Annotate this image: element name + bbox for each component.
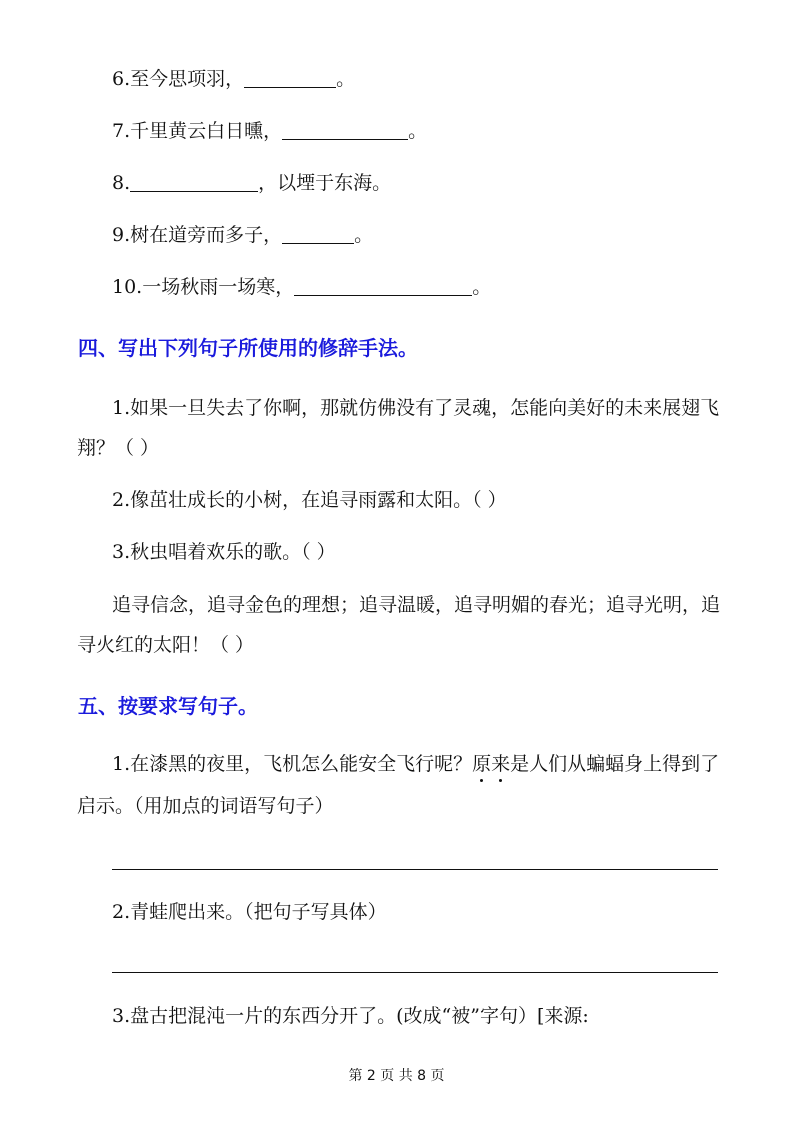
question-number: 10. bbox=[112, 276, 143, 298]
s5-q1-text-end: 是人们从蝙蝠身上得到了 bbox=[510, 753, 720, 775]
s5-question-3: 3.盘古把混沌一片的东西分开了。(改成“被”字句）[来源: bbox=[112, 1005, 589, 1027]
s4-question-4-line-2: 寻火红的太阳！（ ） bbox=[77, 634, 255, 656]
s4-question-3: 3.秋虫唱着欢乐的歌。（ ） bbox=[112, 541, 336, 563]
s5-question-1-line-2: 启示。（用加点的词语写句子） bbox=[77, 795, 334, 817]
answer-blank[interactable] bbox=[282, 119, 408, 140]
question-number: 7. bbox=[112, 120, 131, 142]
answer-blank[interactable] bbox=[282, 223, 354, 244]
answer-blank[interactable] bbox=[244, 67, 336, 88]
question-8 bbox=[112, 171, 391, 195]
question-10 bbox=[112, 275, 491, 299]
s4-question-2: 2.像茁壮成长的小树，在追寻雨露和太阳。（ ） bbox=[112, 489, 507, 511]
answer-line[interactable] bbox=[112, 869, 718, 870]
question-number: 9. bbox=[112, 224, 131, 246]
question-7 bbox=[112, 119, 427, 143]
s4-question-1-line-2: 翔？（ ） bbox=[77, 437, 160, 459]
section-5-title: 五、按要求写句子。 bbox=[78, 694, 258, 718]
s5-q1-text: 1.在漆黑的夜里，飞机怎么能安全飞行呢？ bbox=[112, 753, 473, 775]
emphasis-char: 原 bbox=[472, 753, 492, 775]
s5-question-1-line-1 bbox=[112, 752, 719, 776]
emphasis-char: 来 bbox=[491, 753, 511, 775]
question-text-end: 。 bbox=[354, 224, 374, 246]
question-text: 千里黄云白日曛， bbox=[130, 120, 283, 142]
question-9 bbox=[112, 223, 373, 247]
s4-question-4-line-1: 追寻信念，追寻金色的理想；追寻温暖，追寻明媚的春光；追寻光明，追 bbox=[112, 594, 721, 616]
question-6 bbox=[112, 67, 355, 91]
question-text: ，以堙于东海。 bbox=[258, 172, 392, 194]
page-footer: 第 2 页 共 8 页 bbox=[348, 1068, 445, 1084]
question-text: 一场秋雨一场寒， bbox=[142, 276, 295, 298]
question-text-end: 。 bbox=[408, 120, 428, 142]
answer-line[interactable] bbox=[112, 972, 718, 973]
question-text-end: 。 bbox=[336, 68, 356, 90]
question-text-end: 。 bbox=[472, 276, 492, 298]
answer-blank[interactable] bbox=[294, 275, 472, 296]
s4-question-1-line-1: 1.如果一旦失去了你啊，那就仿佛没有了灵魂，怎能向美好的未来展翅飞 bbox=[112, 397, 720, 419]
question-number: 6. bbox=[112, 68, 131, 90]
s5-question-2: 2.青蛙爬出来。（把句子写具体） bbox=[112, 901, 387, 923]
question-text: 至今思项羽， bbox=[130, 68, 245, 90]
question-text: 树在道旁而多子， bbox=[130, 224, 283, 246]
answer-blank[interactable] bbox=[130, 171, 258, 192]
question-number: 8. bbox=[112, 172, 131, 194]
section-4-title: 四、写出下列句子所使用的修辞手法。 bbox=[78, 336, 418, 360]
